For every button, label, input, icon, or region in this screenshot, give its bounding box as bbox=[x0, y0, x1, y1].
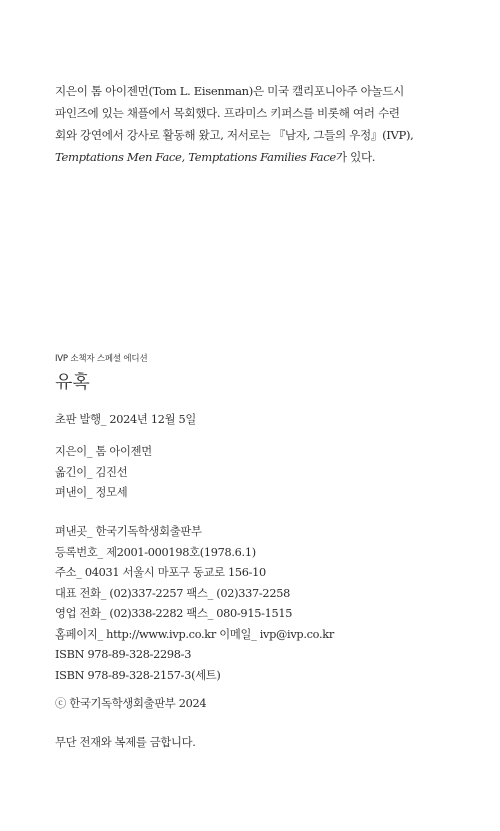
main-phone-fax: 대표 전화_ (02)337-2257 팩스_ (02)337-2258 bbox=[55, 586, 290, 600]
credits bbox=[55, 442, 455, 504]
first-edition-date: 초판 발행_ 2024년 12월 5일 bbox=[55, 413, 197, 426]
bio-line: 회와 강연에서 강사로 활동해 왔고, 저서로는 『남자, 그들의 우정』(IVP), bbox=[55, 128, 414, 142]
series-name: IVP 소책자 스페셜 에디션 bbox=[55, 354, 148, 364]
publisher-info bbox=[55, 522, 455, 686]
isbn: ISBN 978-89-328-2298-3 bbox=[55, 648, 192, 661]
address: 주소_ 04031 서울시 마포구 동교로 156-10 bbox=[55, 566, 266, 579]
translator-credit: 옮긴이_ 김진선 bbox=[55, 465, 128, 479]
isbn-set: ISBN 978-89-328-2157-3(세트) bbox=[55, 668, 221, 682]
bio-line: 파인즈에 있는 채플에서 목회했다. 프라미스 키퍼스를 비롯해 여러 수련 bbox=[55, 106, 400, 120]
reproduction-notice bbox=[55, 733, 455, 754]
editor-credit: 펴낸이_ 정모세 bbox=[55, 486, 128, 499]
notice-line: 무단 전재와 복제를 금합니다. bbox=[55, 736, 196, 749]
author-credit: 지은이_ 톰 아이젠먼 bbox=[55, 445, 152, 458]
copyright-line: ⓒ 한국기독학생회출판부 2024 bbox=[55, 697, 207, 710]
copyright bbox=[55, 694, 455, 715]
author-bio bbox=[55, 80, 455, 168]
book-title: 유혹 bbox=[55, 372, 90, 393]
bio-line-tail: 가 있다. bbox=[335, 150, 376, 164]
bio-line: 지은이 톰 아이젠먼(Tom L. Eisenman)은 미국 캘리포니아주 아놀드시 bbox=[55, 84, 404, 98]
publisher-name: 펴낸곳_ 한국기독학생회출판부 bbox=[55, 525, 202, 538]
homepage-email: 홈페이지_ http://www.ivp.co.kr 이메일_ ivp@ivp.co.kr bbox=[55, 627, 334, 641]
bio-line bbox=[55, 146, 455, 168]
registration-number: 등록번호_ 제2001-000198호(1978.6.1) bbox=[55, 545, 256, 559]
sales-phone-fax: 영업 전화_ (02)338-2282 팩스_ 080-915-1515 bbox=[55, 607, 293, 620]
bio-book-titles: Temptations Men Face, Temptations Families Face bbox=[55, 150, 336, 164]
publication-date bbox=[55, 410, 455, 431]
